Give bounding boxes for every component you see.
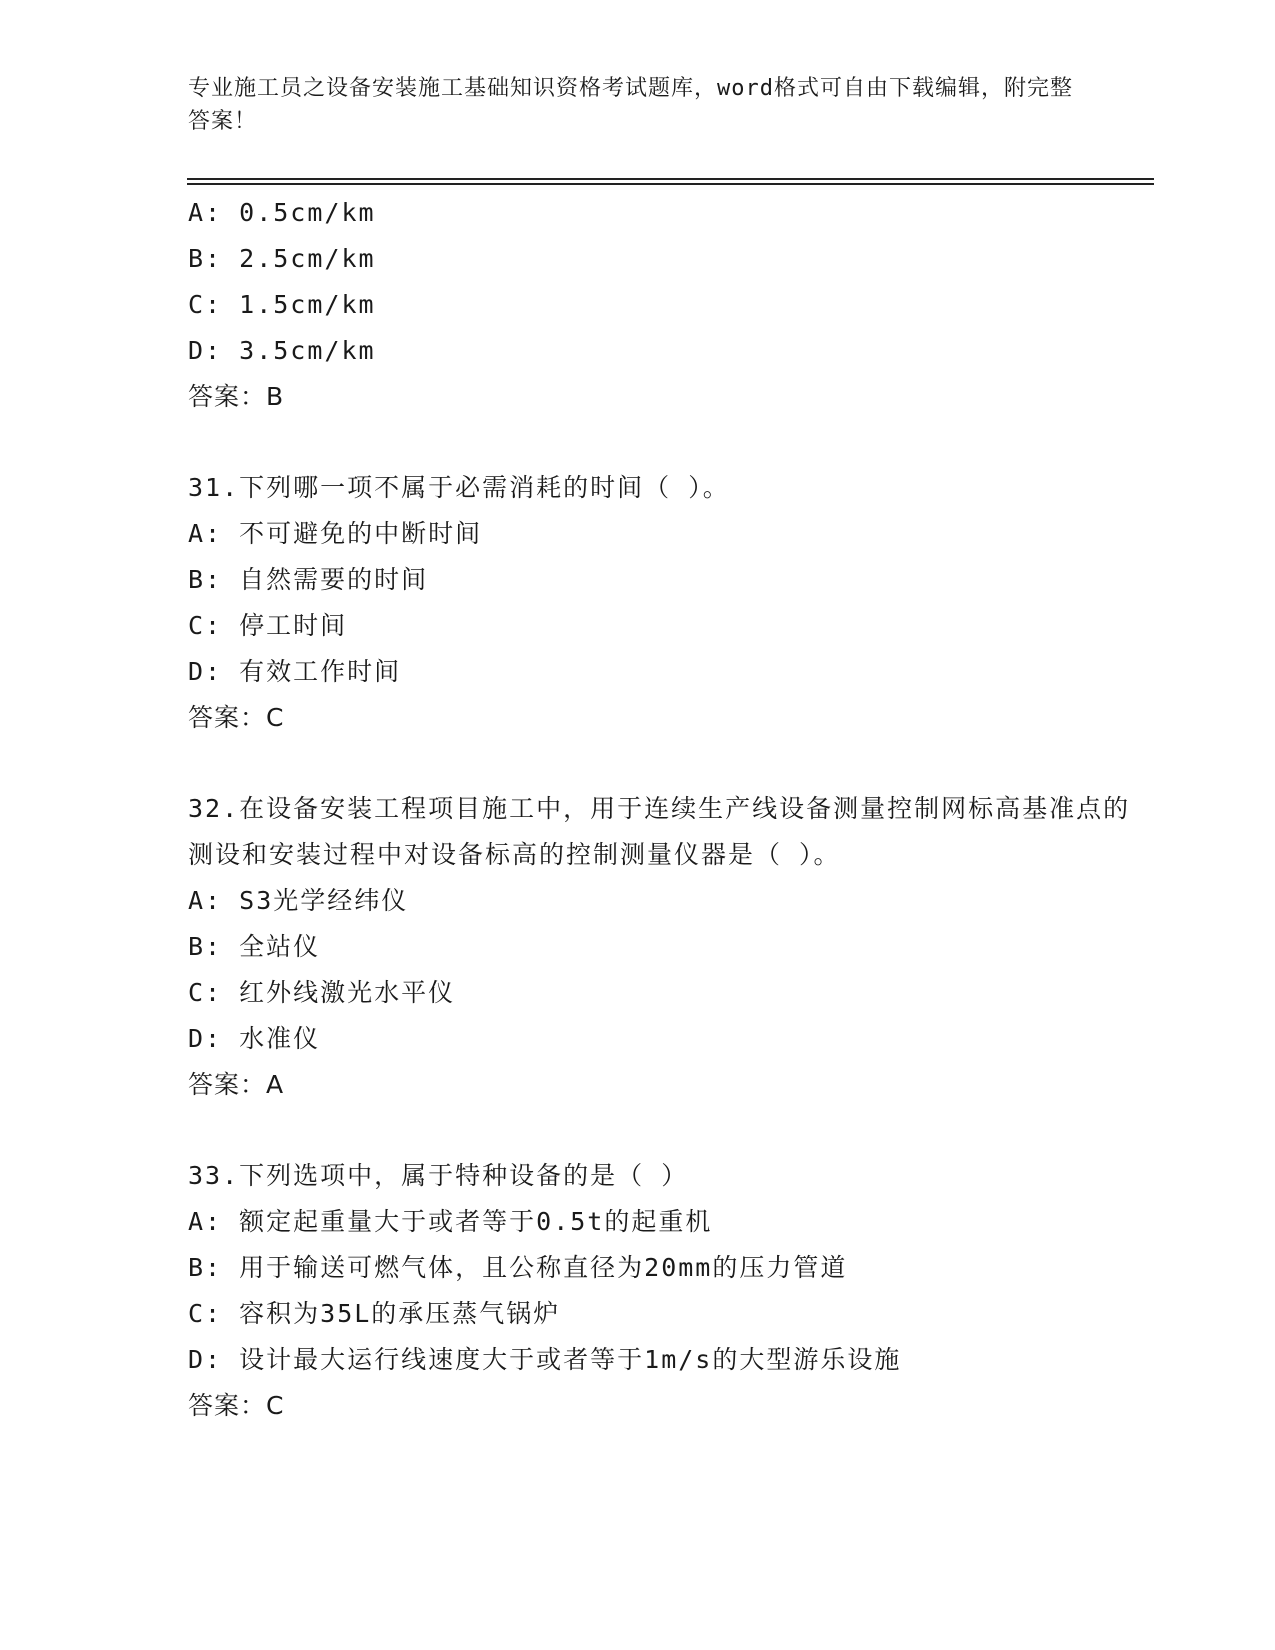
answer: 答案：A [188, 1070, 285, 1099]
option-d: D: 有效工作时间 [188, 657, 402, 686]
option-b: B: 2.5cm/km [188, 244, 376, 273]
option-c: C: 1.5cm/km [188, 290, 376, 319]
question-32 [188, 786, 1148, 1108]
option-a: A: 不可避免的中断时间 [188, 519, 483, 548]
option-a: A: 额定起重量大于或者等于0.5t的起重机 [188, 1207, 713, 1236]
answer: 答案：C [188, 1391, 285, 1420]
option-c: C: 停工时间 [188, 611, 348, 640]
option-b: B: 自然需要的时间 [188, 565, 429, 594]
option-d: D: 设计最大运行线速度大于或者等于1m/s的大型游乐设施 [188, 1345, 902, 1374]
answer: 答案：C [188, 703, 285, 732]
option-a: A: S3光学经纬仪 [188, 886, 409, 915]
question-31 [188, 465, 1148, 741]
question-list [188, 190, 1148, 1429]
option-a: A: 0.5cm/km [188, 198, 376, 227]
header-divider-top [187, 178, 1154, 180]
question-title: 33.下列选项中，属于特种设备的是（ ） [188, 1161, 689, 1190]
option-d: D: 3.5cm/km [188, 336, 376, 365]
option-c: C: 红外线激光水平仪 [188, 978, 456, 1007]
page-header: 专业施工员之设备安装施工基础知识资格考试题库，word格式可自由下载编辑，附完整答案！ [188, 76, 1073, 134]
question-30 [188, 190, 1148, 420]
question-title: 31.下列哪一项不属于必需消耗的时间（ ）。 [188, 473, 730, 502]
option-c: C: 容积为35L的承压蒸气锅炉 [188, 1299, 561, 1328]
option-b: B: 用于输送可燃气体，且公称直径为20mm的压力管道 [188, 1253, 848, 1282]
header-divider-bottom [187, 183, 1154, 185]
option-d: D: 水准仪 [188, 1024, 321, 1053]
question-33 [188, 1153, 1148, 1429]
question-title: 32.在设备安装工程项目施工中，用于连续生产线设备测量控制网标高基准点的测设和安装过程中对设备标高的控制测量仪器是（ ）。 [188, 794, 1131, 869]
answer: 答案：B [188, 382, 285, 411]
option-b: B: 全站仪 [188, 932, 321, 961]
